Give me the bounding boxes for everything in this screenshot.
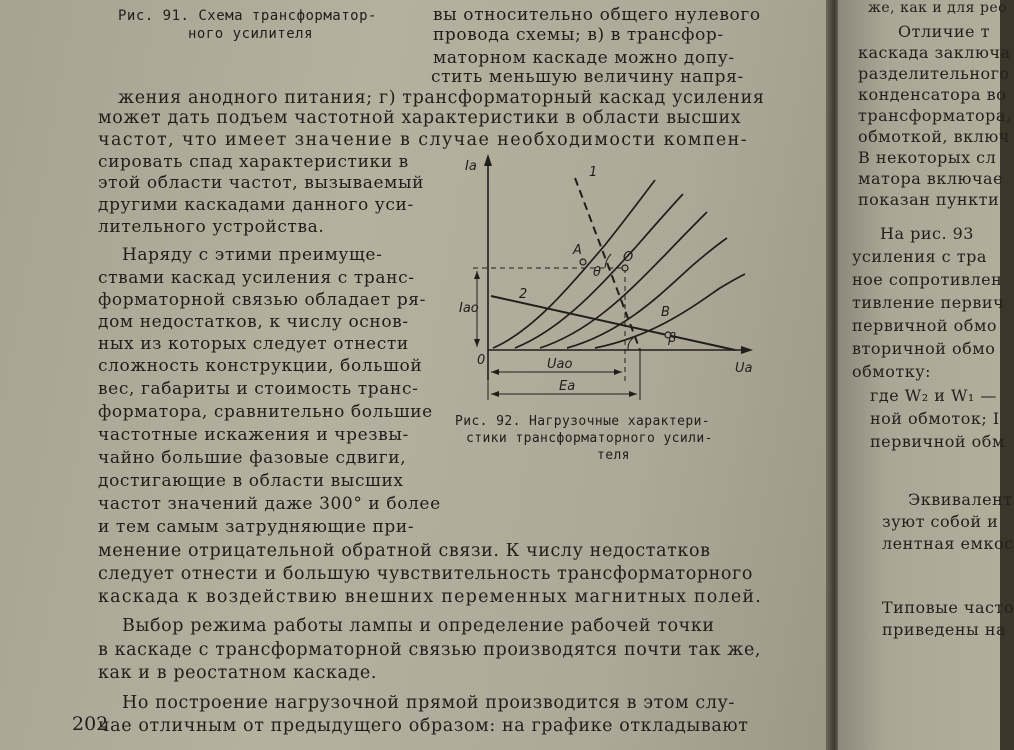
line-1-label: 1 [589,165,598,180]
theta-label: θ [593,265,601,280]
text-line: где W₂ и W₁ — [870,386,997,405]
text-line: вторичной обмо [852,339,996,358]
text-line: частотные искажения и чрезвы- [98,425,409,445]
text-line: сировать спад характеристики в [98,152,409,172]
arrow-icon [491,369,499,375]
text-line: первичной обм [870,432,1005,451]
arrow-icon [614,369,622,375]
text-line: этой области частот, вызываемый [98,173,425,193]
text-line: В некоторых сл [858,148,997,167]
text-line: трансформатора, [858,106,1012,125]
line-2-label: 2 [519,287,528,302]
text-line: стить меньшую величину напря- [431,67,744,87]
text-line: приведены на [882,620,1007,639]
text-line: и тем самым затрудняющие при- [98,517,415,537]
text-line: конденсатора во [858,85,1007,104]
text-line: сложность конструкции, большой [98,356,423,376]
text-line: лентная емкос [882,534,1014,553]
text-line: как и в реостатном каскаде. [98,663,378,683]
text-line: Отличие т [898,22,990,41]
text-line: лительного устройства. [98,217,325,237]
y-axis-arrow-icon [484,154,492,166]
text-line: другими каскадами данного уси- [98,195,414,215]
text-line: же, как и для рео [868,0,1008,16]
text-line: провода схемы; в) в трансфор- [433,25,724,45]
u-ao-label: Uао [547,357,573,372]
text-line: зуют собой и [882,512,999,531]
text-line: следует отнести и большую чувствительность трансформаторного [98,564,753,584]
fig92-caption-line: стики трансформаторного усили- [466,431,713,446]
text-line: ное сопротивлен [852,270,1003,289]
text-line: показан пункти [858,190,1000,209]
anode-curve [540,212,707,348]
text-line: каскада к воздействию внешних переменных магнитных полей. [98,587,763,607]
text-line: дом недостатков, к числу основ- [98,312,409,332]
text-line: чайно большие фазовые сдвиги, [98,448,407,468]
text-line: может дать подъем частотной характеристики в области высших [98,108,742,128]
beta-arc [628,338,633,350]
text-line: На рис. 93 [880,224,974,243]
text-line: Типовые часто [882,598,1014,617]
x-axis-arrow-icon [741,346,753,354]
fig91-caption-line: ного усилителя [188,26,314,42]
text-line: вес, габариты и стоимость транс- [98,379,419,399]
fig91-caption-line: Рис. 91. Схема трансформатор- [118,8,377,24]
point-o-marker [622,265,628,271]
text-line: первичной обмо [852,316,998,335]
text-line: жения анодного питания; г) трансформаторный каскад усиления [118,88,765,108]
arrow-icon [474,271,480,279]
text-line: частот, что имеет значение в случае необходимости компен- [98,130,749,150]
text-line: усиления с тра [852,247,987,266]
text-line: обмоткой, включ [858,127,1010,146]
text-line: маторном каскаде можно допу- [433,48,735,68]
text-line: ных из которых следует отнести [98,334,409,354]
text-line: ной обмоток; I [870,409,1000,428]
point-a-label: A [573,243,582,258]
x-axis-label: Uа [735,361,753,376]
point-b-label: B [661,305,670,320]
text-line: каскада заключа [858,43,1011,62]
text-line: Эквивалент [908,490,1013,509]
text-line: форматора, сравнительно большие [98,402,433,422]
origin-label: 0 [477,353,486,368]
i-ao-label: Iао [459,301,479,316]
text-line: разделительного [858,64,1010,83]
text-line: вы относительно общего нулевого [433,5,761,25]
e-a-label: Eа [559,379,576,394]
y-axis-label: Iа [465,159,477,174]
text-line: достигающие в области высших [98,471,404,491]
point-a-marker [580,259,586,265]
arrow-icon [491,391,499,397]
arrow-icon [474,339,480,347]
text-line: в каскаде с трансформаторной связью производятся почти так же, [98,640,762,660]
fig92-caption-line: Рис. 92. Нагрузочные характери- [455,414,711,429]
text-line: чае отличным от предыдущего образом: на графике откладывают [98,716,749,736]
text-line: форматорной связью обладает ря- [98,290,426,310]
arrow-icon [629,391,637,397]
beta-label: β [668,331,677,346]
figure-92-load-lines [455,150,785,410]
text-line: обмотку: [852,362,931,381]
point-o-label: O [623,250,634,265]
text-line: менение отрицательной обратной связи. К числу недостатков [98,541,711,561]
page-number: 202 [72,713,109,735]
text-line: Выбор режима работы лампы и определение рабочей точки [122,616,715,636]
right-book-page [838,0,1014,750]
text-line: частот значений даже 300° и более [98,494,441,514]
text-line: ствами каскад усиления с транс- [98,268,415,288]
fig92-caption-line: теля [597,448,630,463]
text-line: матора включае [858,169,1004,188]
text-line: Но построение нагрузочной прямой производится в этом слу- [122,693,735,713]
text-line: тивление первич [852,293,1005,312]
text-line: Наряду с этими преимуще- [122,245,383,265]
